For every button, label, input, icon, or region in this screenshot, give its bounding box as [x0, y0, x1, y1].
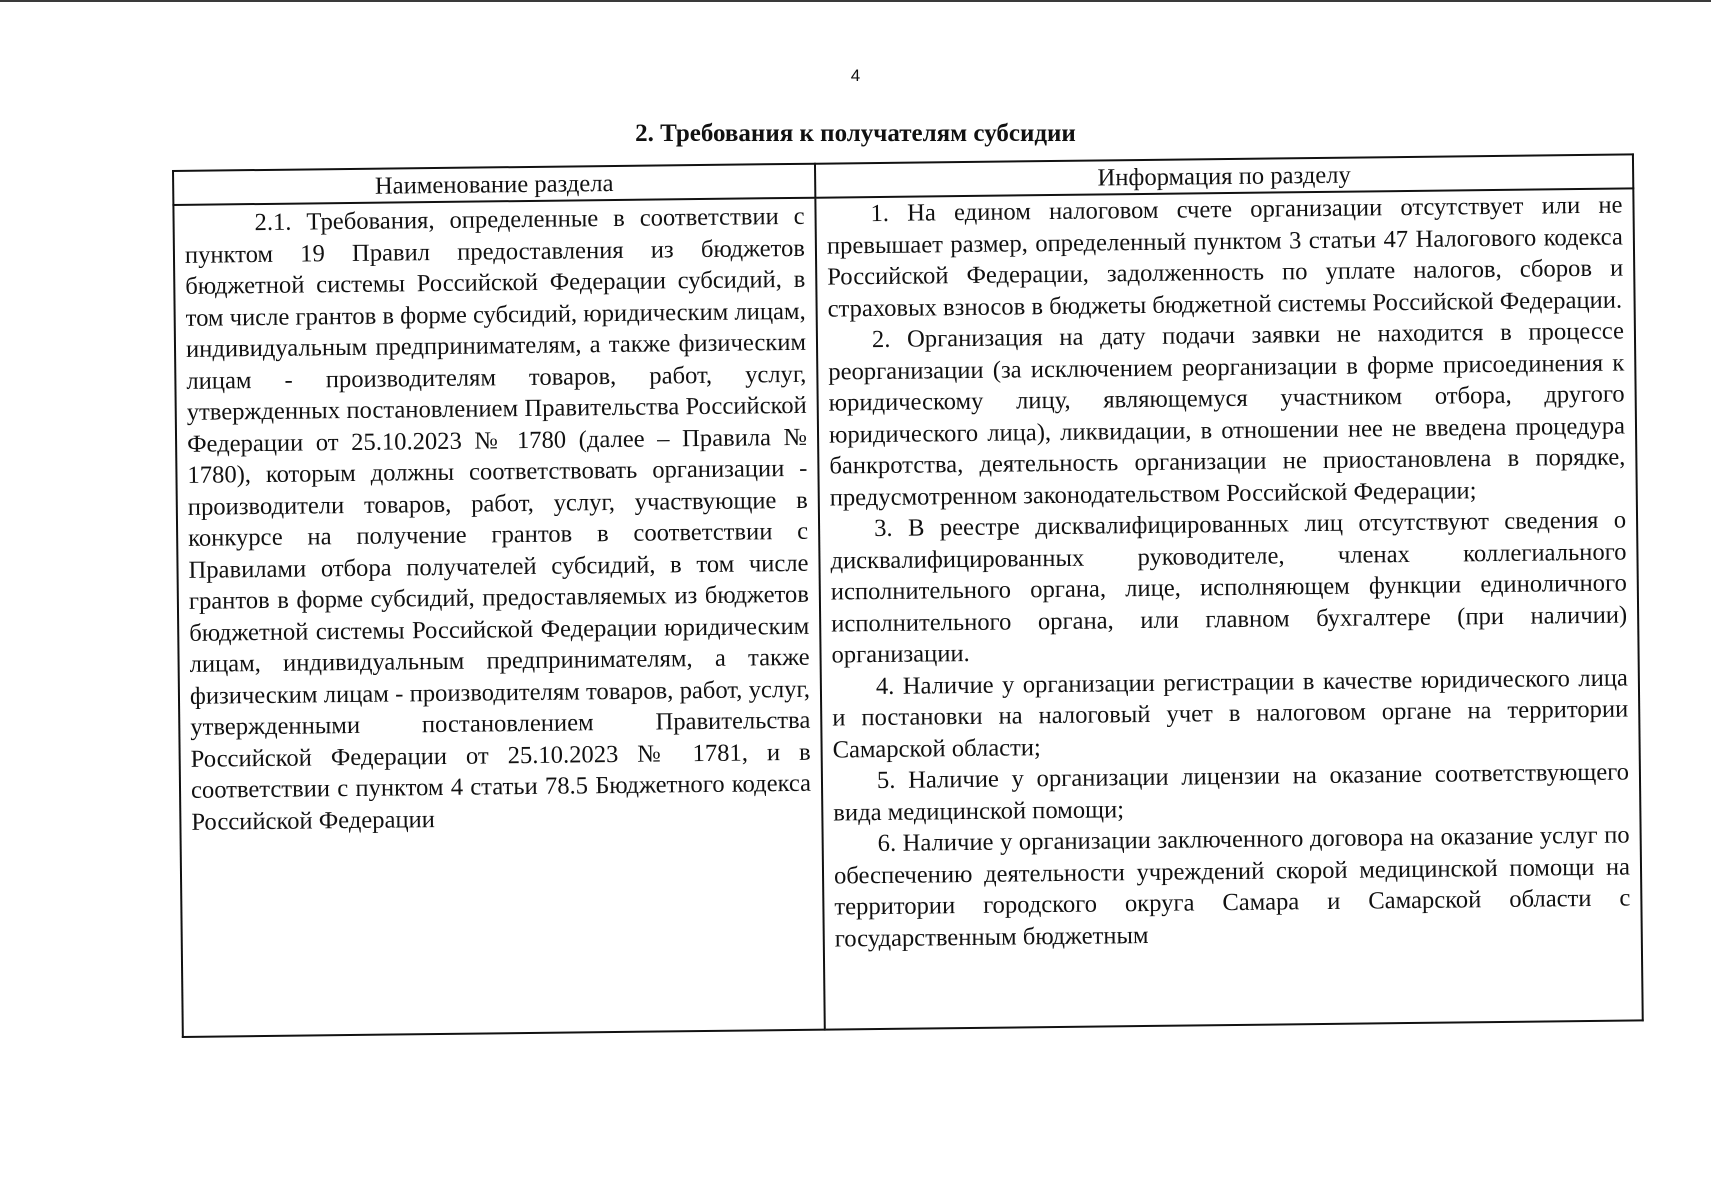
section-info-cell	[815, 188, 1642, 1029]
requirement-item-1: 1. На едином налоговом счете организации отсутствует или не превышает размер, определенный пунктом 3 статьи 47 Налогового кодекса Российской Федерации, задолженность по уплате налогов, сборов и страховых взносов в бюджеты бюджетной системы Российской Федерации.	[826, 191, 1624, 323]
requirement-item-2: 2. Организация на дату подачи заявки не находится в процессе реорганизации (за исключением реорганизации в форме присоединения к юридическому лицу, являющемуся участником отбора, другого юридического лица), ликвидации, в отношении нее не введена процедура банкротства, деятельность организации не приостановлена в порядке, предусмотренном законодательством Российской Федерации;	[828, 317, 1626, 512]
section-name-cell	[173, 198, 824, 1037]
requirement-item-3: 3. В реестре дисквалифицированных лиц отсутствуют сведения о дисквалифицированных руководителе, членах коллегиального исполнительного органа, лице, исполняющем функции единоличного исполнительного органа, или главном бухгалтере (при наличии) организации.	[830, 506, 1628, 669]
scan-top-edge	[0, 0, 1711, 2]
section-name-text: 2.1. Требования, определенные в соответствии с пунктом 19 Правил предоставления из бюджетов бюджетной системы Российской Федерации субсидий, в том числе грантов в форме субсидий, юридическим лицам, индивидуальным предпринимателям, а также физическим лицам - производителям товаров, работ, услуг, утвержденных постановлением Правительства Российской Федерации от 25.10.2023 № 1780 (далее – Правила № 1780), которым должны соответствовать организации - производители товаров, работ, услуг, участвующие в конкурсе на получение грантов в соответствии с Правилами отбора получателей субсидий, в том числе грантов в форме субсидий, предоставляемых из бюджетов бюджетной системы Российской Федерации юридическим лицам, индивидуальным предпринимателям, а также физическим лицам - производителям товаров, работ, услуг, утвержденными постановлением Правительства Российской Федерации от 25.10.2023 № 1781, и в соответствии с пунктом 4 статьи 78.5 Бюджетного кодекса Российской Федерации	[184, 202, 812, 836]
header-section-info: Информация по разделу	[815, 154, 1633, 197]
table-row	[173, 188, 1642, 1037]
requirement-item-6: 6. Наличие у организации заключенного договора на оказание услуг по обеспечению деятельности учреждений скорой медицинской помощи на территории городского округа Самара и Самарской области с государственным бюджетным	[833, 821, 1631, 953]
page-number: 4	[850, 66, 861, 85]
requirement-item-4: 4. Наличие у организации регистрации в качестве юридического лица и постановки на налоговый учет в налоговом органе на территории Самарской области;	[832, 664, 1629, 764]
section-title: 2. Требования к получателям субсидии	[635, 120, 1076, 147]
requirements-table-wrapper	[172, 153, 1642, 1038]
requirements-table	[172, 153, 1644, 1038]
requirement-item-5: 5. Наличие у организации лицензии на оказание соответствующего вида медицинской помощи;	[833, 758, 1630, 827]
header-section-name: Наименование раздела	[173, 164, 815, 205]
